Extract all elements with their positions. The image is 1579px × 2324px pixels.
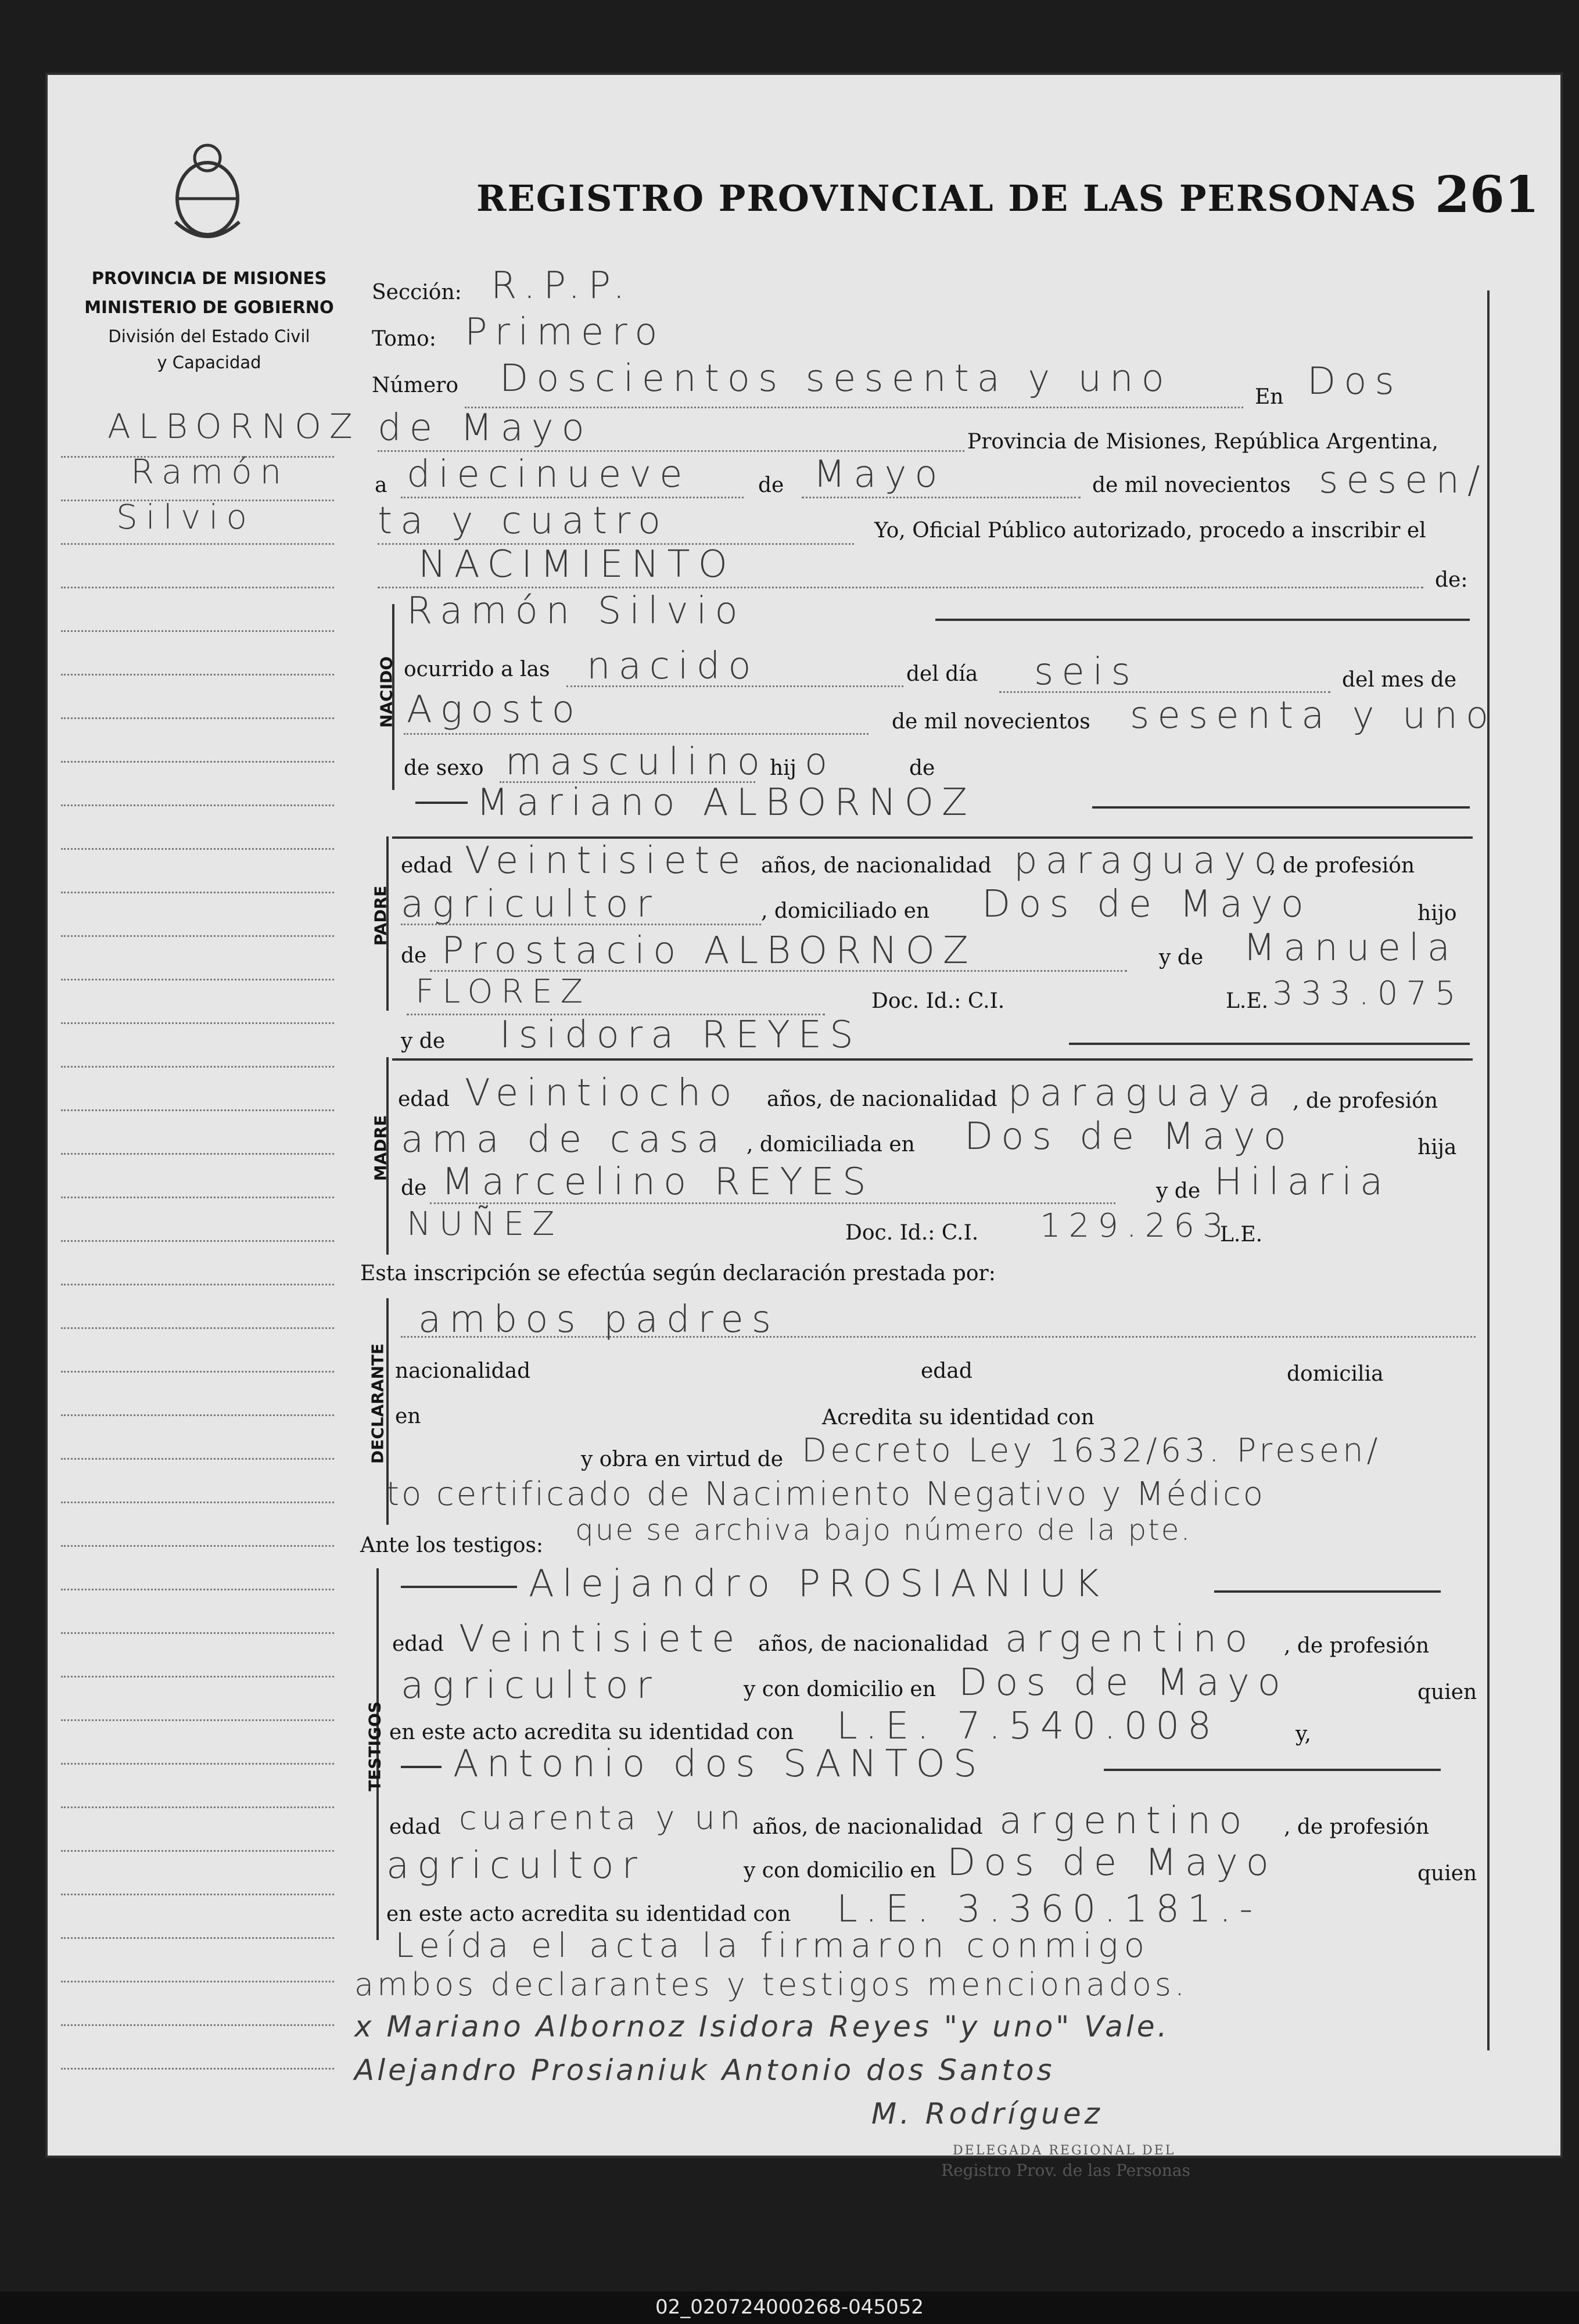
value-declarante: ambos padres	[418, 1298, 780, 1341]
label-de-mil2: de mil novecientos	[892, 710, 1090, 734]
label-madre-de: de	[401, 1176, 427, 1200]
vertical-testigos: TESTIGOS	[365, 1701, 385, 1791]
label-t1-acredita: en este acto acredita su identidad con	[389, 1720, 794, 1744]
label-numero: Número	[372, 373, 459, 397]
label-del-dia: del día	[906, 662, 978, 686]
stamp-line1: DELEGADA REGIONAL DEL	[953, 2143, 1176, 2158]
value-obra1: Decreto Ley 1632/63. Presen/	[802, 1432, 1381, 1470]
value-t1-prof: agricultor	[401, 1664, 660, 1707]
label-hij: hij	[770, 756, 796, 780]
vertical-nacido: NACIDO	[376, 656, 396, 728]
label-de: de	[758, 473, 784, 497]
label-padre-doc: Doc. Id.: C.I.	[871, 989, 1005, 1013]
label-madre-edad: edad	[398, 1087, 450, 1111]
vertical-madre: MADRE	[371, 1115, 390, 1181]
label-madre-dom: , domiciliada en	[747, 1133, 915, 1156]
label-yo-oficial: Yo, Oficial Público autorizado, procedo a inscribir el	[874, 519, 1426, 543]
label-t2-prof: , de profesión	[1284, 1815, 1430, 1839]
value-abuela2b: NUÑEZ	[407, 1205, 563, 1243]
label-ocurrido: ocurrido a las	[404, 658, 550, 681]
label-t2-quien: quien	[1417, 1862, 1477, 1885]
label-madre-nac: años, de nacionalidad	[767, 1087, 997, 1111]
label-t2-acredita: en este acto acredita su identidad con	[386, 1902, 791, 1926]
value-t2-edad: cuarenta y un	[459, 1799, 745, 1837]
value-sexo: masculino	[505, 741, 768, 784]
label-a: a	[375, 473, 387, 497]
signatures-line1: x Mariano Albornoz Isidora Reyes "y uno" Vale.	[354, 2010, 1170, 2043]
value-testigo1: Alejandro PROSIANIUK	[529, 1562, 1107, 1605]
value-dia-nac: seis	[1034, 651, 1139, 694]
label-madre-doc: Doc. Id.: C.I.	[845, 1221, 979, 1245]
authority-capacity: y Capacidad	[157, 353, 261, 372]
value-t1-doc: L.E. 7.540.008	[837, 1705, 1219, 1748]
value-hora: nacido	[587, 645, 759, 688]
label-y: y,	[1296, 1722, 1311, 1746]
value-padre-edad: Veintisiete	[465, 839, 749, 882]
value-padre-prof: agricultor	[401, 883, 660, 926]
label-t1-nac: años, de nacionalidad	[758, 1632, 989, 1656]
label-padre-de: de	[401, 944, 427, 968]
authority-division: División del Estado Civil	[108, 326, 310, 346]
vertical-declarante: DECLARANTE	[368, 1343, 387, 1464]
value-t2-dom: Dos de Mayo	[947, 1841, 1277, 1884]
signatures-line2: Alejandro Prosianiuk Antonio dos Santos	[354, 2053, 1055, 2087]
vertical-padre: PADRE	[371, 885, 390, 946]
value-mes: Mayo	[813, 453, 946, 496]
value-padre-dom: Dos de Mayo	[982, 883, 1312, 926]
value-madre-nac: paraguaya	[1008, 1072, 1279, 1115]
value-hij-suffix: o	[805, 741, 836, 784]
value-t2-doc: L.E. 3.360.181.-	[837, 1888, 1261, 1931]
value-abuelo2: Marcelino REYES	[442, 1161, 874, 1204]
label-madre-prof: , de profesión	[1293, 1089, 1438, 1113]
label-tomo: Tomo:	[372, 327, 436, 351]
value-t2-nac: argentino	[999, 1799, 1250, 1842]
value-padre-nac: paraguayo	[1014, 839, 1285, 882]
value-nombre: Ramón Silvio	[407, 590, 746, 633]
value-acto: NACIMIENTO	[418, 543, 735, 586]
label-en: En	[1255, 385, 1284, 409]
label-acredita: Acredita su identidad con	[822, 1406, 1094, 1429]
value-tomo: Primero	[465, 311, 666, 354]
margin-surname: ALBORNOZ	[107, 407, 361, 446]
value-en: Dos	[1307, 360, 1402, 403]
label-padre-dom: , domiciliado en	[761, 899, 930, 923]
label-t1-prof: , de profesión	[1284, 1634, 1430, 1658]
value-anio-nac: sesenta y uno	[1130, 694, 1497, 737]
label-decl-edad: edad	[921, 1359, 972, 1383]
label-y-de: y de	[1159, 946, 1204, 969]
label-t1-quien: quien	[1417, 1680, 1477, 1704]
stamp-line2: Registro Prov. de las Personas	[941, 2161, 1190, 2180]
label-padre-le: L.E.	[1226, 989, 1269, 1013]
signature-official: M. Rodríguez	[871, 2097, 1103, 2131]
right-frame-line	[1487, 290, 1490, 2050]
label-t1-edad: edad	[392, 1632, 444, 1656]
label-padre-prof: , de profesión	[1269, 854, 1415, 878]
coat-of-arms-icon	[164, 135, 251, 248]
value-t1-nac: argentino	[1005, 1618, 1256, 1661]
value-abuela2: Hilaria	[1214, 1161, 1391, 1204]
value-madre-prof: ama de casa	[401, 1118, 728, 1161]
value-cierre2: ambos declarantes y testigos mencionados.	[354, 1966, 1189, 2003]
value-t1-edad: Veintisiete	[459, 1618, 743, 1661]
value-madre-nombre: Isidora REYES	[500, 1014, 862, 1057]
value-anio2: ta y cuatro	[378, 500, 669, 543]
value-anio1: sesen/	[1319, 459, 1488, 502]
value-abuelo: Prostacio ALBORNOZ	[442, 929, 977, 972]
value-obra2: to certificado de Nacimiento Negativo y Médico	[386, 1475, 1266, 1513]
authority-province: PROVINCIA DE MISIONES	[91, 268, 327, 288]
label-hija: hija	[1417, 1136, 1457, 1159]
label-de-mil: de mil novecientos	[1092, 473, 1291, 497]
value-obra3: que se archiva bajo número de la pte.	[575, 1513, 1192, 1547]
label-de2: de	[909, 756, 935, 780]
value-madre-dom: Dos de Mayo	[964, 1115, 1294, 1158]
footer-code: 02_020724000268-045052	[655, 2296, 924, 2319]
value-lugar: de Mayo	[378, 407, 593, 450]
value-cierre1: Leída el acta la firmaron conmigo	[395, 1926, 1151, 1965]
page-title: REGISTRO PROVINCIAL DE LAS PERSONAS	[476, 177, 1417, 220]
label-padre-nac: años, de nacionalidad	[761, 854, 992, 878]
value-padre-nombre: Mariano ALBORNOZ	[476, 781, 975, 824]
value-testigo2: Antonio dos SANTOS	[453, 1743, 985, 1786]
label-provincia: Provincia de Misiones, República Argentina,	[967, 430, 1439, 454]
value-mes-nac: Agosto	[407, 688, 583, 731]
value-t1-dom: Dos de Mayo	[959, 1661, 1289, 1704]
label-padre-edad: edad	[401, 854, 453, 878]
value-padre-le: 333.075	[1272, 975, 1464, 1012]
label-t2-dom: y con domicilio en	[744, 1859, 936, 1883]
value-seccion: R.P.P.	[491, 264, 633, 307]
label-obra-virtud: y obra en virtud de	[581, 1447, 784, 1471]
label-del-mes: del mes de	[1342, 668, 1457, 692]
label-t2-nac: años, de nacionalidad	[752, 1815, 983, 1839]
value-numero: Doscientos sesenta y uno	[500, 357, 1172, 400]
label-decl-nac: nacionalidad	[395, 1359, 531, 1383]
label-t2-edad: edad	[389, 1815, 441, 1839]
value-madre-edad: Veintiocho	[465, 1072, 740, 1115]
label-seccion: Sección:	[372, 281, 462, 304]
value-dia: diecinueve	[407, 453, 691, 496]
margin-middlename: Silvio	[116, 497, 255, 537]
label-esta-inscripcion: Esta inscripción se efectúa según declaración prestada por:	[360, 1262, 996, 1285]
page-number: 261	[1435, 166, 1539, 224]
value-t2-prof: agricultor	[386, 1844, 645, 1887]
label-de-sexo: de sexo	[404, 756, 484, 780]
value-abuela1b: FLOREZ	[415, 973, 591, 1011]
value-madre-ci: 129.263	[1040, 1207, 1232, 1245]
value-abuela1: Manuela	[1243, 926, 1458, 969]
authority-ministry: MINISTERIO DE GOBIERNO	[84, 297, 334, 317]
label-madre-le: L.E.	[1220, 1223, 1263, 1247]
label-de-colon: de:	[1435, 568, 1468, 592]
label-t1-dom: y con domicilio en	[744, 1678, 936, 1701]
label-madre-y-de2: y de	[1156, 1179, 1201, 1203]
label-hijo: hijo	[1417, 901, 1457, 925]
margin-firstname: Ramón	[131, 452, 290, 491]
label-decl-en: en	[395, 1405, 421, 1428]
label-madre-y-de: y de	[401, 1029, 446, 1053]
label-decl-dom: domicilia	[1287, 1362, 1384, 1386]
label-ante-testigos: Ante los testigos:	[360, 1533, 544, 1557]
